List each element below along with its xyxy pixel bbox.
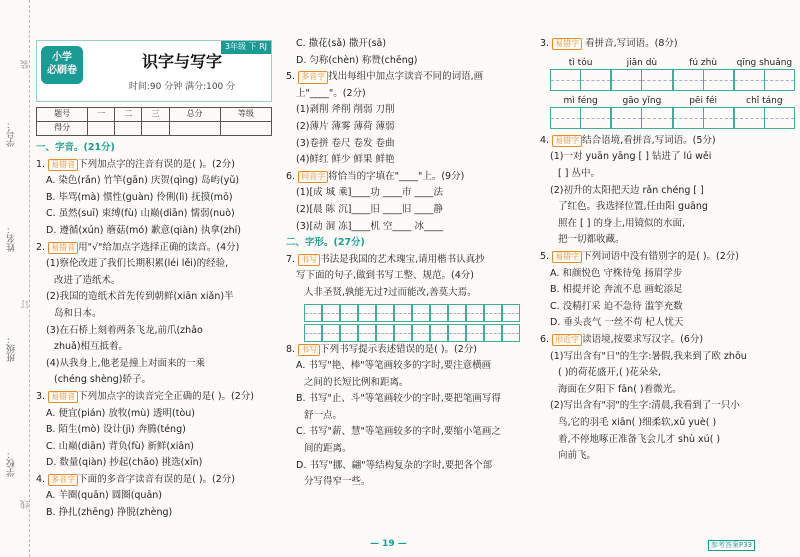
time-info: 时间:90 分钟 满分:100 分 (128, 82, 236, 92)
question-line: (2)[晨 陈 沉]____旧 ____旧 ____静 (296, 203, 443, 215)
grid-cell[interactable] (466, 304, 484, 322)
question-line: B. 陌生(mò) 设计(jì) 奔腾(téng) (46, 424, 186, 436)
grid-cell[interactable] (430, 304, 448, 322)
school-label: 学校： (7, 450, 17, 477)
question-line: 上"____"。(2分) (296, 87, 366, 99)
pinyin-row-1 (550, 57, 795, 69)
question-line: 写下面的句子,做到书写工整、规范。(4分) (296, 270, 474, 282)
question-line: 分写得窄一些。 (304, 476, 371, 488)
binding-strip (0, 0, 30, 557)
question-line: D. 匀称(chèn) 称赞(chēng) (296, 54, 418, 66)
page-title: 识字与写字 (141, 52, 222, 71)
question-tag: 易错音 (48, 242, 78, 254)
column-2 (286, 36, 534, 491)
column-1 (36, 140, 276, 522)
score-header-cell: 总分 (169, 108, 220, 122)
question-line: A. 羊圈(quān) 圆圈(quān) (46, 490, 163, 502)
grid-cell[interactable] (412, 324, 430, 342)
question-tag: 书写 (298, 344, 320, 356)
grid-cell[interactable] (322, 324, 340, 342)
grid-cell[interactable] (484, 324, 502, 342)
question-line: B. 挣扎(zhēng) 挣脱(zhèng) (46, 507, 173, 519)
question-line: (1)一对 yuān yāng [ ] 钻进了 lú wěi (550, 151, 712, 163)
score-cell[interactable] (88, 122, 115, 136)
question-line: (1)[成 城 乘]____功 ____市 ____法 (296, 187, 443, 199)
pinyin-label: gāo yǐng (622, 95, 662, 106)
question-line: 人非圣贤,孰能无过?过而能改,善莫大焉。 (304, 286, 477, 298)
question-line: 改进了造纸术。 (54, 274, 121, 286)
grid-cell[interactable] (394, 304, 412, 322)
question-tag: 易错音 (48, 159, 78, 171)
grid-cell[interactable] (340, 304, 358, 322)
worksheet-header (36, 40, 272, 102)
question-line: (2)写出含有"羽"的生字:清晨,我看到了一只小 (550, 400, 740, 412)
grid-cell[interactable] (394, 324, 412, 342)
grid-cell[interactable] (304, 324, 322, 342)
grid-cell[interactable] (502, 324, 520, 342)
question-tag: 易错音 (48, 391, 78, 403)
question-3-heading: 3. 易错字 看拼音,写词语。(8分) (540, 38, 678, 49)
question-heading: 2. 易错音 用"√"给加点字选择正确的读音。(4分) (36, 241, 240, 253)
grid-cell[interactable] (466, 324, 484, 342)
question-line: A. 书写"艳、棒"等笔画较多的字时,要注意横画 (296, 360, 492, 372)
question-heading: 6. 同音字 将恰当的字填在"____"上。(9分) (286, 170, 465, 182)
question-heading: 5. 易错字 下列词语中没有错别字的是( )。(2分) (540, 251, 739, 263)
section-heading: 二、字形。(27分) (286, 237, 365, 249)
question-line: A. 染色(rǎn) 竹竿(gān) 庆贺(qìng) 岛屿(yǔ) (46, 175, 240, 187)
question-line: (1)写出含有"日"的生字:暑假,我来到了欧 zhōu (550, 350, 747, 362)
cut-mark-3: 线 (21, 500, 31, 509)
score-cell: 得分 (37, 122, 88, 136)
pinyin-label: tì tóu (568, 57, 593, 68)
question-tag: 书写 (298, 254, 320, 266)
question-heading: 5. 多音字 找出每组中加点字读音不同的词语,画 (286, 71, 484, 83)
question-line: (2)初升的太阳把天边 rǎn chéng [ ] (550, 184, 704, 196)
question-line: B. 毕骂(mà) 惯性(guàn) 伶俐(lì) 抚摸(mō) (46, 191, 233, 203)
section-heading: 一、字音。(21分) (36, 142, 115, 153)
question-line: (2)薄片 薄雾 薄荷 薄弱 (296, 120, 395, 132)
question-line: C. 山巅(diān) 背负(fù) 新鲜(xiān) (46, 440, 194, 452)
question-line: (3)卷拼 卷尺 卷发 卷曲 (296, 137, 395, 149)
class-label: 班级： (7, 335, 17, 362)
student-id-label: 学号： (7, 120, 17, 147)
question-tag: 多音字 (298, 71, 328, 83)
pinyin-label: mì féng (563, 95, 598, 106)
writing-grid[interactable] (304, 304, 534, 322)
name-label: 姓名： (7, 225, 17, 252)
cut-mark-1: 装 (21, 60, 31, 69)
score-header-cell: 一 (88, 108, 115, 122)
question-line: D. 数量(qiàn) 抄起(chāo) 挑选(xīn) (46, 457, 203, 469)
question-line: A. 便宜(pián) 放牧(mù) 透明(tòu) (46, 407, 195, 419)
answer-box[interactable] (734, 69, 794, 91)
question-tag: 易错字 (552, 135, 582, 147)
question-tag: 易错字 (552, 251, 582, 263)
answer-box[interactable] (550, 69, 610, 91)
pinyin-label: jiān dù (626, 57, 658, 68)
grid-cell[interactable] (358, 324, 376, 342)
grid-cell[interactable] (322, 304, 340, 322)
answer-reference: 参考答案P33 (708, 540, 755, 551)
question-line: C. 没精打采 迫不急待 滥竽充数 (550, 300, 683, 312)
score-cell[interactable] (220, 122, 271, 136)
answer-box[interactable] (611, 107, 671, 129)
score-cell[interactable] (169, 122, 220, 136)
question-tag: 多音字 (48, 474, 78, 486)
score-header-cell: 等级 (220, 108, 271, 122)
answer-box[interactable] (550, 107, 610, 129)
grid-cell[interactable] (502, 304, 520, 322)
grid-cell[interactable] (430, 324, 448, 342)
pinyin-label: pēi féi (689, 95, 718, 106)
question-line: (3)在石桥上刻着两条飞龙,前爪(zhǎo (46, 324, 203, 336)
question-line: (2)我国的造纸术首先传到朝鲜(xiān xiǎn)半 (46, 291, 234, 303)
grade-badge: 3年级 下 RJ (221, 41, 271, 54)
question-line: A. 和颜悦色 守株待兔 扬眉学步 (550, 267, 683, 279)
grid-cell[interactable] (484, 304, 502, 322)
writing-grid[interactable] (304, 324, 534, 342)
pinyin-row-2 (550, 95, 795, 107)
question-line: B. 书写"止、斗"等笔画较少的字时,要把笔画写得 (296, 393, 501, 405)
grid-cell[interactable] (340, 324, 358, 342)
question-line: C. 虽然(suī) 束缚(fù) 山巅(diān) 懦弱(nuò) (46, 208, 235, 220)
page-number: — 19 — (370, 539, 407, 549)
question-line: 了红色。我选择位置,任由阳 guāng (558, 201, 708, 213)
question-line: 着,不停地啄正准备飞会儿才 shù xú( ) (558, 433, 721, 445)
grid-cell[interactable] (376, 304, 394, 322)
answer-box[interactable] (734, 107, 794, 129)
grid-cell[interactable] (358, 304, 376, 322)
score-cell[interactable] (115, 122, 142, 136)
question-line: C. 撒花(sǎ) 撒开(sā) (296, 38, 387, 49)
question-line: (chéng shèng)轿子。 (54, 374, 151, 386)
question-heading: 4. 多音字 下面的多音字读音有误的是( )。(2分) (36, 473, 235, 485)
question-tag: 形近字 (552, 334, 582, 346)
column-3 (540, 36, 795, 465)
question-line: 把一切都收藏。 (558, 234, 625, 246)
grid-cell[interactable] (448, 304, 466, 322)
answer-box-row-1 (550, 69, 795, 91)
question-line: (4)从我身上,他老是撞上对面来的一乘 (46, 357, 205, 369)
question-line: ( )的荷花盛开,( )花朵朵, (558, 367, 661, 379)
question-heading: 7. 书写 书法是我国的艺术瑰宝,请用楷书认真抄 (286, 253, 485, 265)
question-line: (3)[动 洞 冻]____机 空____ 冰____ (296, 220, 443, 232)
question-tag: 同音字 (298, 171, 328, 183)
question-line: (4)鲜红 鲜少 鲜果 鲜艳 (296, 154, 395, 166)
question-heading: 6. 形近字 读语境,按要求写汉字。(6分) (540, 334, 704, 345)
question-line: (1)剥削 斧削 削弱 刀削 (296, 104, 395, 116)
score-header-cell: 三 (142, 108, 169, 122)
question-heading: 1. 易错音 下列加点字的注音有误的是( )。(2分) (36, 158, 235, 170)
cut-mark-2: 订 (21, 300, 31, 309)
question-line: D. 书写"挪、翩"等结构复杂的字时,要把各个部 (296, 459, 493, 471)
question-line: 之间的长短比例和距离。 (304, 376, 409, 388)
question-line: 舒一点。 (304, 409, 343, 421)
grid-cell[interactable] (376, 324, 394, 342)
question-heading: 8. 书写 下列书写提示表述错误的是( )。(2分) (286, 343, 477, 355)
answer-box[interactable] (673, 107, 733, 129)
question-heading: 4. 易错字 结合语境,看拼音,写词语。(5分) (540, 134, 716, 146)
question-line: 鸟,它的羽毛 xiān( )细柔软,xǔ yuè( ) (558, 416, 717, 428)
question-line: 海面在夕阳下 fān( )着微光。 (558, 383, 682, 395)
answer-box[interactable] (611, 69, 671, 91)
grid-cell[interactable] (412, 304, 430, 322)
pinyin-label: qīng shuǎng (736, 57, 793, 68)
question-line: 向前飞。 (558, 450, 597, 462)
question-line: 间的距离。 (304, 443, 352, 455)
pinyin-label: fú zhù (689, 57, 718, 68)
series-logo: 小学 必刷卷 (41, 46, 83, 84)
grid-cell[interactable] (304, 304, 322, 322)
score-header-cell: 题号 (37, 108, 88, 122)
answer-box-row-2 (550, 107, 795, 129)
question-line: B. 相提并论 奔流不息 画蛇添足 (550, 284, 683, 296)
question-line: 照在 [ ] 的身上,用镜似的水面, (558, 217, 686, 229)
score-header-cell: 二 (115, 108, 142, 122)
question-line: D. 遵循(xún) 蘑菇(mó) 歉意(qiàn) 执拿(zhí) (46, 224, 241, 236)
score-cell[interactable] (142, 122, 169, 136)
question-line: D. 垂头丧气 一丝不苟 杞人忧天 (550, 317, 684, 329)
grid-cell[interactable] (448, 324, 466, 342)
answer-box[interactable] (673, 69, 733, 91)
pinyin-label: chǐ táng (746, 95, 783, 106)
question-line: zhuǎ)相互抵着。 (54, 341, 129, 353)
question-line: 岛和日本。 (54, 307, 102, 319)
question-line: [ ] 丛中。 (558, 168, 600, 180)
question-line: (1)察伦改进了我们长期积累(léi lěi)的经验, (46, 258, 229, 270)
question-heading: 3. 易错音 下列加点字的读音完全正确的是( )。(2分) (36, 390, 254, 402)
question-tag: 易错字 (552, 38, 582, 50)
score-table (36, 107, 272, 136)
question-line: C. 书写"薪、慧"等笔画较多的字时,要缩小笔画之 (296, 426, 501, 438)
